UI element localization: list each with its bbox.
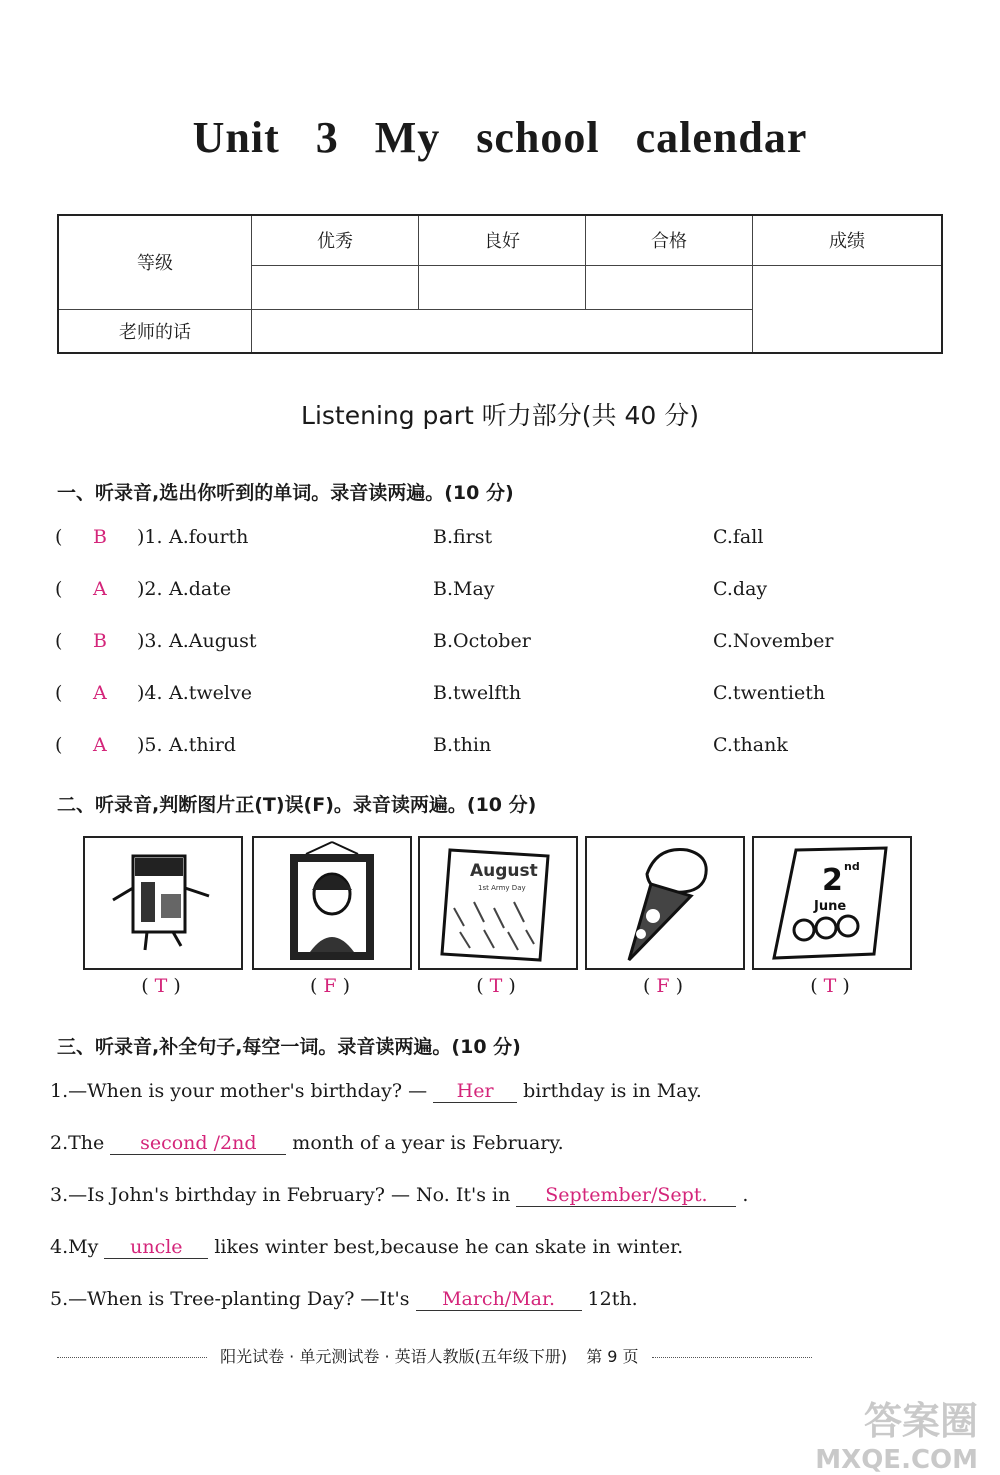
s3-answer-blank: Her bbox=[433, 1080, 517, 1103]
listening-title: Listening part 听力部分(共 40 分) bbox=[301, 401, 699, 430]
page-number: 第 9 页 bbox=[586, 1347, 639, 1366]
level-good-cell bbox=[419, 265, 586, 309]
s1-item-4: ( A )4. A.twelve B.twelfth C.twentieth bbox=[55, 682, 826, 704]
watermark-url: MXQE.COM bbox=[815, 1445, 978, 1475]
s1-item-3: ( B )3. A.August B.October C.November bbox=[55, 630, 834, 652]
teacher-label: 老师的话 bbox=[58, 309, 252, 353]
s1-item-1: ( B )1. A.fourth B.first C.fall bbox=[55, 526, 764, 548]
score-label: 成绩 bbox=[753, 215, 943, 265]
level-good: 良好 bbox=[419, 215, 586, 265]
level-pass-cell bbox=[586, 265, 753, 309]
s1-answer: B bbox=[93, 526, 107, 548]
section3-heading: 三、听录音,补全句子,每空一词。录音读两遍。(10 分) bbox=[57, 1036, 521, 1058]
s1-answer: B bbox=[93, 630, 107, 652]
tf-answer-1: ( T ) bbox=[141, 975, 181, 997]
tf-answer-2: ( F ) bbox=[309, 975, 351, 997]
army-day-text: 1st Army Day bbox=[478, 884, 526, 892]
s1-answer: A bbox=[93, 682, 107, 704]
page-title: Unit 3 My school calendar bbox=[192, 113, 808, 162]
s3-item-4: 4.My uncle likes winter best,because he can skate in winter. bbox=[50, 1236, 684, 1258]
level-excellent-cell bbox=[252, 265, 419, 309]
score-cell bbox=[753, 265, 943, 353]
ice-cream-cone-icon bbox=[585, 836, 745, 970]
june-calendar-icon bbox=[752, 836, 912, 970]
day-number: 2 bbox=[822, 863, 843, 898]
level-label: 等级 bbox=[58, 215, 252, 309]
girl-portrait-icon bbox=[252, 836, 412, 970]
s1-item-2: ( A )2. A.date B.May C.day bbox=[55, 578, 768, 600]
month-text: June bbox=[814, 899, 847, 914]
s3-answer-blank: March/Mar. bbox=[416, 1288, 582, 1311]
s1-item-5: ( A )5. A.third B.thin C.thank bbox=[55, 734, 788, 756]
watermark bbox=[815, 1390, 978, 1475]
s1-answer: A bbox=[93, 734, 107, 756]
teacher-comment-cell bbox=[252, 309, 753, 353]
grade-table bbox=[57, 214, 943, 354]
footer-text: 阳光试卷 · 单元测试卷 · 英语人教版(五年级下册) bbox=[220, 1347, 568, 1366]
footer bbox=[57, 1344, 947, 1367]
august-text: August bbox=[470, 861, 538, 881]
s1-answer: A bbox=[93, 578, 107, 600]
s3-item-2: 2.The second /2nd month of a year is February. bbox=[50, 1132, 564, 1154]
section2-heading: 二、听录音,判断图片正(T)误(F)。录音读两遍。(10 分) bbox=[57, 794, 537, 816]
watermark-logo-text: 答案圈 bbox=[863, 1399, 978, 1443]
tf-answer-4: ( F ) bbox=[642, 975, 684, 997]
tf-answer-5: ( T ) bbox=[810, 975, 850, 997]
day-suffix: nd bbox=[844, 860, 860, 873]
level-pass: 合格 bbox=[586, 215, 753, 265]
august-calendar-icon bbox=[418, 836, 578, 970]
s3-item-5: 5.—When is Tree-planting Day? —It's March/Mar. 12th. bbox=[50, 1288, 638, 1310]
s3-item-3: 3.—Is John's birthday in February? — No. It's in September/Sept. . bbox=[50, 1184, 749, 1206]
s3-answer-blank: September/Sept. bbox=[516, 1184, 736, 1207]
tf-answer-3: ( T ) bbox=[476, 975, 516, 997]
s3-answer-blank: uncle bbox=[104, 1236, 208, 1259]
s3-item-1: 1.—When is your mother's birthday? — Her birthday is in May. bbox=[50, 1080, 702, 1102]
calendar-character-icon bbox=[83, 836, 243, 970]
s3-answer-blank: second /2nd bbox=[110, 1132, 286, 1155]
level-excellent: 优秀 bbox=[252, 215, 419, 265]
section1-heading: 一、听录音,选出你听到的单词。录音读两遍。(10 分) bbox=[57, 482, 514, 504]
